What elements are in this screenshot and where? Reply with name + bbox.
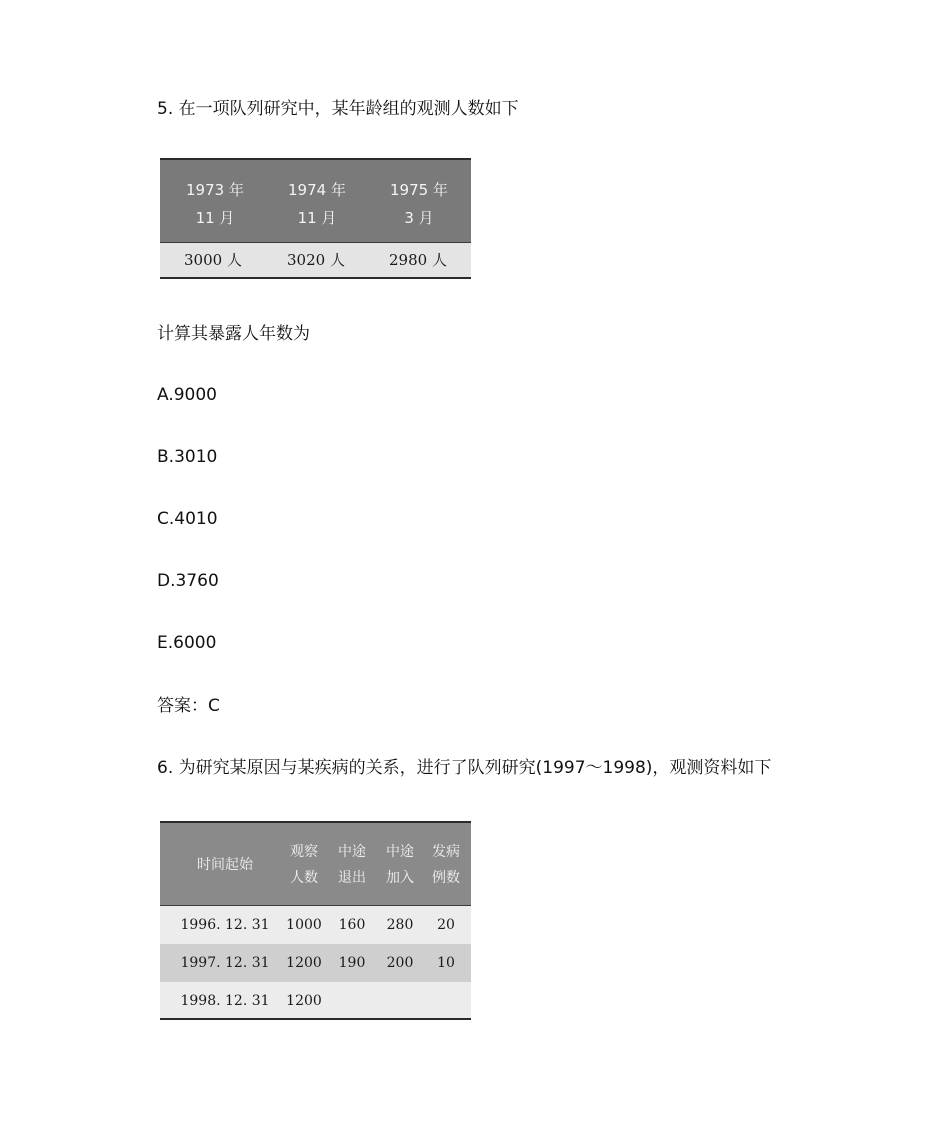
table-row: [160, 906, 471, 944]
table-cell: 1000: [286, 917, 322, 933]
table-cell: 3000 人: [184, 251, 242, 269]
question-5-text: 5. 在一项队列研究中，某年龄组的观测人数如下: [157, 99, 519, 119]
header-year: 1973 年: [186, 181, 244, 199]
table-cell: 160: [338, 917, 366, 933]
question-5-prompt: 计算其暴露人年数为: [157, 324, 310, 344]
header-year: 1975 年: [390, 181, 448, 199]
table-cell: 3020 人: [287, 251, 345, 269]
option-b: B.3010: [157, 447, 218, 467]
question-6-text: 6. 为研究某原因与某疾病的关系，进行了队列研究(1997～1998)，观测资料如下: [157, 758, 772, 778]
cohort-observation-table: [160, 821, 471, 1020]
table-cell: 190: [338, 955, 366, 971]
header-cell: [369, 176, 469, 232]
table-cell: 10: [437, 955, 455, 971]
header-label: 中途: [338, 844, 366, 860]
option-a: A.9000: [157, 385, 217, 405]
table-row: [160, 944, 471, 982]
table-row: [160, 982, 471, 1020]
header-cell: [165, 176, 265, 232]
header-month: 3 月: [404, 209, 434, 227]
option-c: C.4010: [157, 509, 218, 529]
header-label: 观察: [290, 844, 318, 860]
header-month: 11 月: [297, 209, 337, 227]
header-cell: [282, 839, 326, 891]
table-cell: 2980 人: [389, 251, 447, 269]
table-header: [160, 160, 471, 243]
option-d: D.3760: [157, 571, 219, 591]
header-label: 加入: [386, 870, 414, 886]
cohort-count-table: [160, 158, 471, 279]
header-label: 退出: [338, 870, 366, 886]
header-label: 人数: [290, 870, 318, 886]
table-cell: 20: [437, 917, 455, 933]
table-cell: 200: [386, 955, 414, 971]
table-cell: 1996. 12. 31: [180, 917, 270, 933]
header-cell: [170, 852, 280, 878]
header-cell: [330, 839, 374, 891]
header-cell: [267, 176, 367, 232]
table-header: [160, 823, 471, 906]
table-cell: 1997. 12. 31: [180, 955, 270, 971]
header-label: 中途: [386, 844, 414, 860]
table-cell: 1200: [286, 993, 322, 1009]
header-month: 11 月: [195, 209, 235, 227]
table-cell: 1998. 12. 31: [180, 993, 270, 1009]
header-year: 1974 年: [288, 181, 346, 199]
header-cell: [378, 839, 422, 891]
header-label: 发病: [432, 844, 460, 860]
answer-text: 答案：C: [157, 696, 220, 716]
header-cell: [424, 839, 468, 891]
header-label: 时间起始: [197, 857, 253, 873]
option-e: E.6000: [157, 633, 217, 653]
header-label: 例数: [432, 870, 460, 886]
table-cell: 1200: [286, 955, 322, 971]
table-cell: 280: [386, 917, 414, 933]
